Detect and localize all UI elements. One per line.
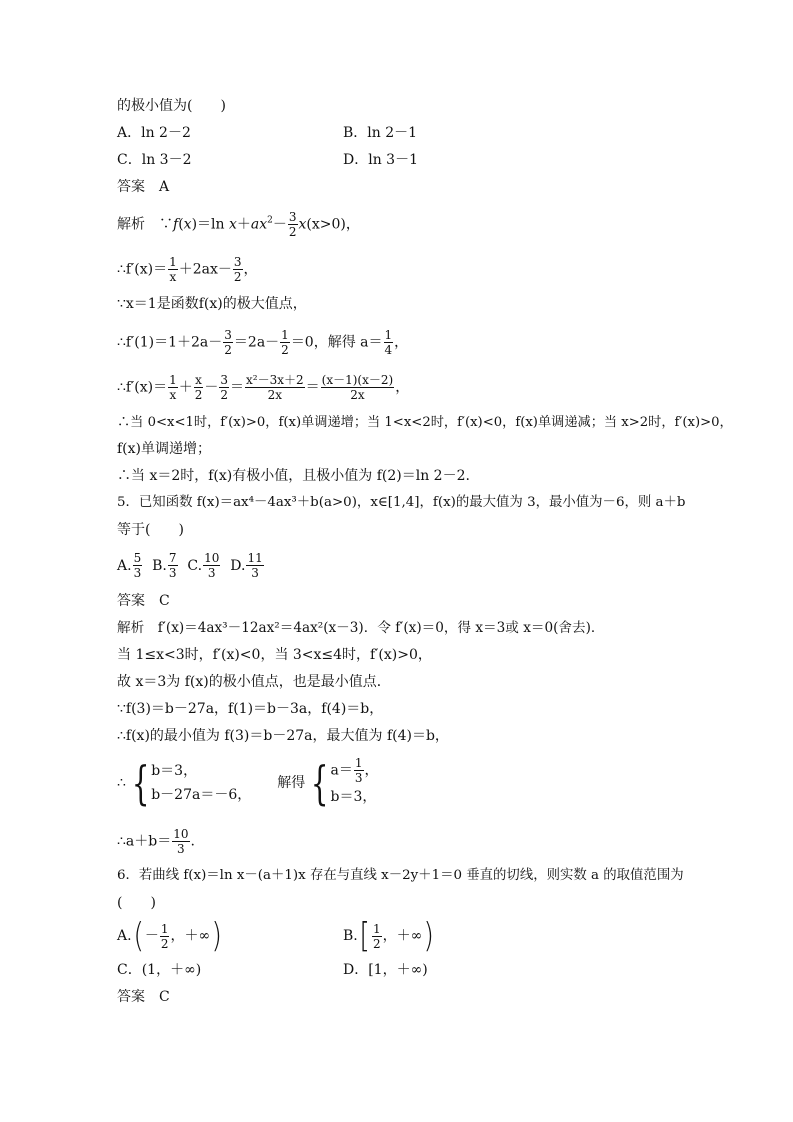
fraction: $\frac{10}{3}$ (173, 827, 189, 856)
q5-option-d: D. $\frac{11}{3}$ (230, 551, 263, 580)
q4-option-b: B．ln 2－1 (343, 125, 418, 141)
q4-analysis-line4: ∴f′(1)＝1＋2a－ $\frac{3}{2}$ ＝2a－ $\frac{1}{2}$ ＝0，解得 a＝ $\frac{1}{4}$ ， (117, 328, 409, 357)
q6-option-d: D．[1，＋∞) (343, 962, 428, 978)
q5-analysis-line4: ∵f(3)＝b－27a，f(1)＝b－3a，f(4)＝b， (117, 701, 384, 717)
left-bracket: [ (359, 916, 370, 956)
system-right: a＝ $\frac{1}{3}$ ， b＝3， (330, 756, 379, 805)
q4-stem-tail: 的极小值为( ) (117, 98, 226, 114)
fraction: $\frac{1}{4}$ (384, 328, 393, 357)
fraction: $\frac{3}{2}$ (224, 328, 232, 357)
fraction: $\frac{(x-1)(x-2)}{2x}$ (321, 373, 394, 402)
q5-option-c: C. $\frac{10}{3}$ (187, 551, 220, 580)
left-brace: { (131, 755, 150, 810)
fraction: $\frac{1}{x}$ (169, 255, 177, 284)
q4-analysis-line6: ∴当 0<x<1时，f′(x)>0，f(x)单调递增；当 1<x<2时，f′(x)<0，f(x)单调递减；当 x>2时，f′(x)>0， (117, 415, 733, 430)
q5-result: ∴a＋b＝ $\frac{10}{3}$ . (117, 827, 195, 856)
right-paren: ) (423, 916, 435, 956)
q4-option-c: C．ln 3－2 (117, 152, 192, 168)
q5-analysis-line3: 故 x＝3为 f(x)的极小值点，也是最小值点． (117, 674, 391, 690)
q4-analysis-line2: ∴f′(x)＝ $\frac{1}{x}$ ＋2ax－ $\frac{3}{2}$ ， (117, 255, 258, 284)
q4-option-d: D．ln 3－1 (343, 152, 418, 168)
fraction: $\frac{\text{x²－3x＋2}}{2x}$ (246, 373, 304, 402)
fraction: $\frac{1}{x}$ (169, 373, 177, 402)
q5-system: ∴ { b＝3， b－27a＝－6， 解得 { a＝ $\frac{1}{3}$ ， b＝3， (117, 755, 379, 810)
q5-analysis-line2: 当 1≤x<3时，f′(x)<0，当 3<x≤4时，f′(x)>0， (117, 647, 432, 663)
system-left: b＝3， b－27a＝－6， (151, 762, 252, 803)
q5-analysis-line1: 解析 f′(x)＝4ax³－12ax²＝4ax²(x－3)．令 f′(x)＝0，得 x＝3或 x＝0(舍去)． (117, 620, 605, 636)
q5-option-a: A. $\frac{5}{3}$ (117, 551, 142, 580)
q5-option-b: B. $\frac{7}{3}$ (152, 551, 177, 580)
q4-analysis-line5: ∴f′(x)＝ $\frac{1}{x}$ ＋ $\frac{x}{2}$ － $\frac{3}{2}$ ＝ $\frac{\text{x²－3x＋2}}{2x}$ ＝ $\frac{(x-1)(x-2)}{2x}$ ， (117, 373, 410, 402)
q6-stem-line2: ( ) (117, 895, 156, 911)
right-paren: ) (211, 916, 223, 956)
q4-analysis-line3: ∵x＝1是函数f(x)的极大值点， (117, 296, 307, 312)
q5-answer: 答案 C (117, 593, 170, 609)
fraction: $\frac{3}{2}$ (288, 210, 297, 239)
q4-answer: 答案 A (117, 179, 170, 195)
q4-analysis-line7: f(x)单调递增； (117, 441, 212, 457)
fraction: $\frac{1}{2}$ (281, 328, 289, 357)
q6-stem-line1: 6．若曲线 f(x)＝ln x－(a＋1)x 存在与直线 x－2y＋1＝0 垂直的切线，则实数 a 的取值范围为 (117, 868, 684, 883)
q6-option-c: C．(1，＋∞) (117, 962, 202, 978)
q4-analysis-line1: 解析 ∵f(x)＝ln $x+ax^2-$ $\frac{3}{2}$ x(x>0)， (117, 210, 360, 239)
q5-stem-line1: 5．已知函数 f(x)＝ax⁴－4ax³＋b(a>0)，x∈[1,4]，f(x)的最大值为 3，最小值为－6，则 a＋b (117, 495, 686, 510)
q6-answer: 答案 C (117, 989, 170, 1005)
q5-stem-line2: 等于( ) (117, 522, 184, 538)
left-paren: ( (132, 916, 144, 956)
analysis-label: 解析 ∵ (117, 216, 173, 233)
q4-option-a: A．ln 2－2 (117, 125, 191, 141)
q6-option-b: B.[ $\frac{1}{2}$ ，＋∞) (343, 916, 435, 956)
fraction: $\frac{x}{2}$ (194, 373, 203, 402)
q5-analysis-line5: ∴f(x)的最小值为 f(3)＝b－27a，最大值为 f(4)＝b， (117, 728, 449, 744)
q6-option-a: A.(－ $\frac{1}{2}$ ，＋∞) (117, 916, 223, 956)
q5-options (117, 551, 265, 580)
fraction: $\frac{3}{2}$ (220, 373, 229, 402)
q4-analysis-line8: ∴当 x＝2时，f(x)有极小值，且极小值为 f(2)＝ln 2－2. (117, 468, 470, 484)
left-brace: { (311, 755, 329, 810)
fraction: $\frac{3}{2}$ (233, 255, 242, 284)
